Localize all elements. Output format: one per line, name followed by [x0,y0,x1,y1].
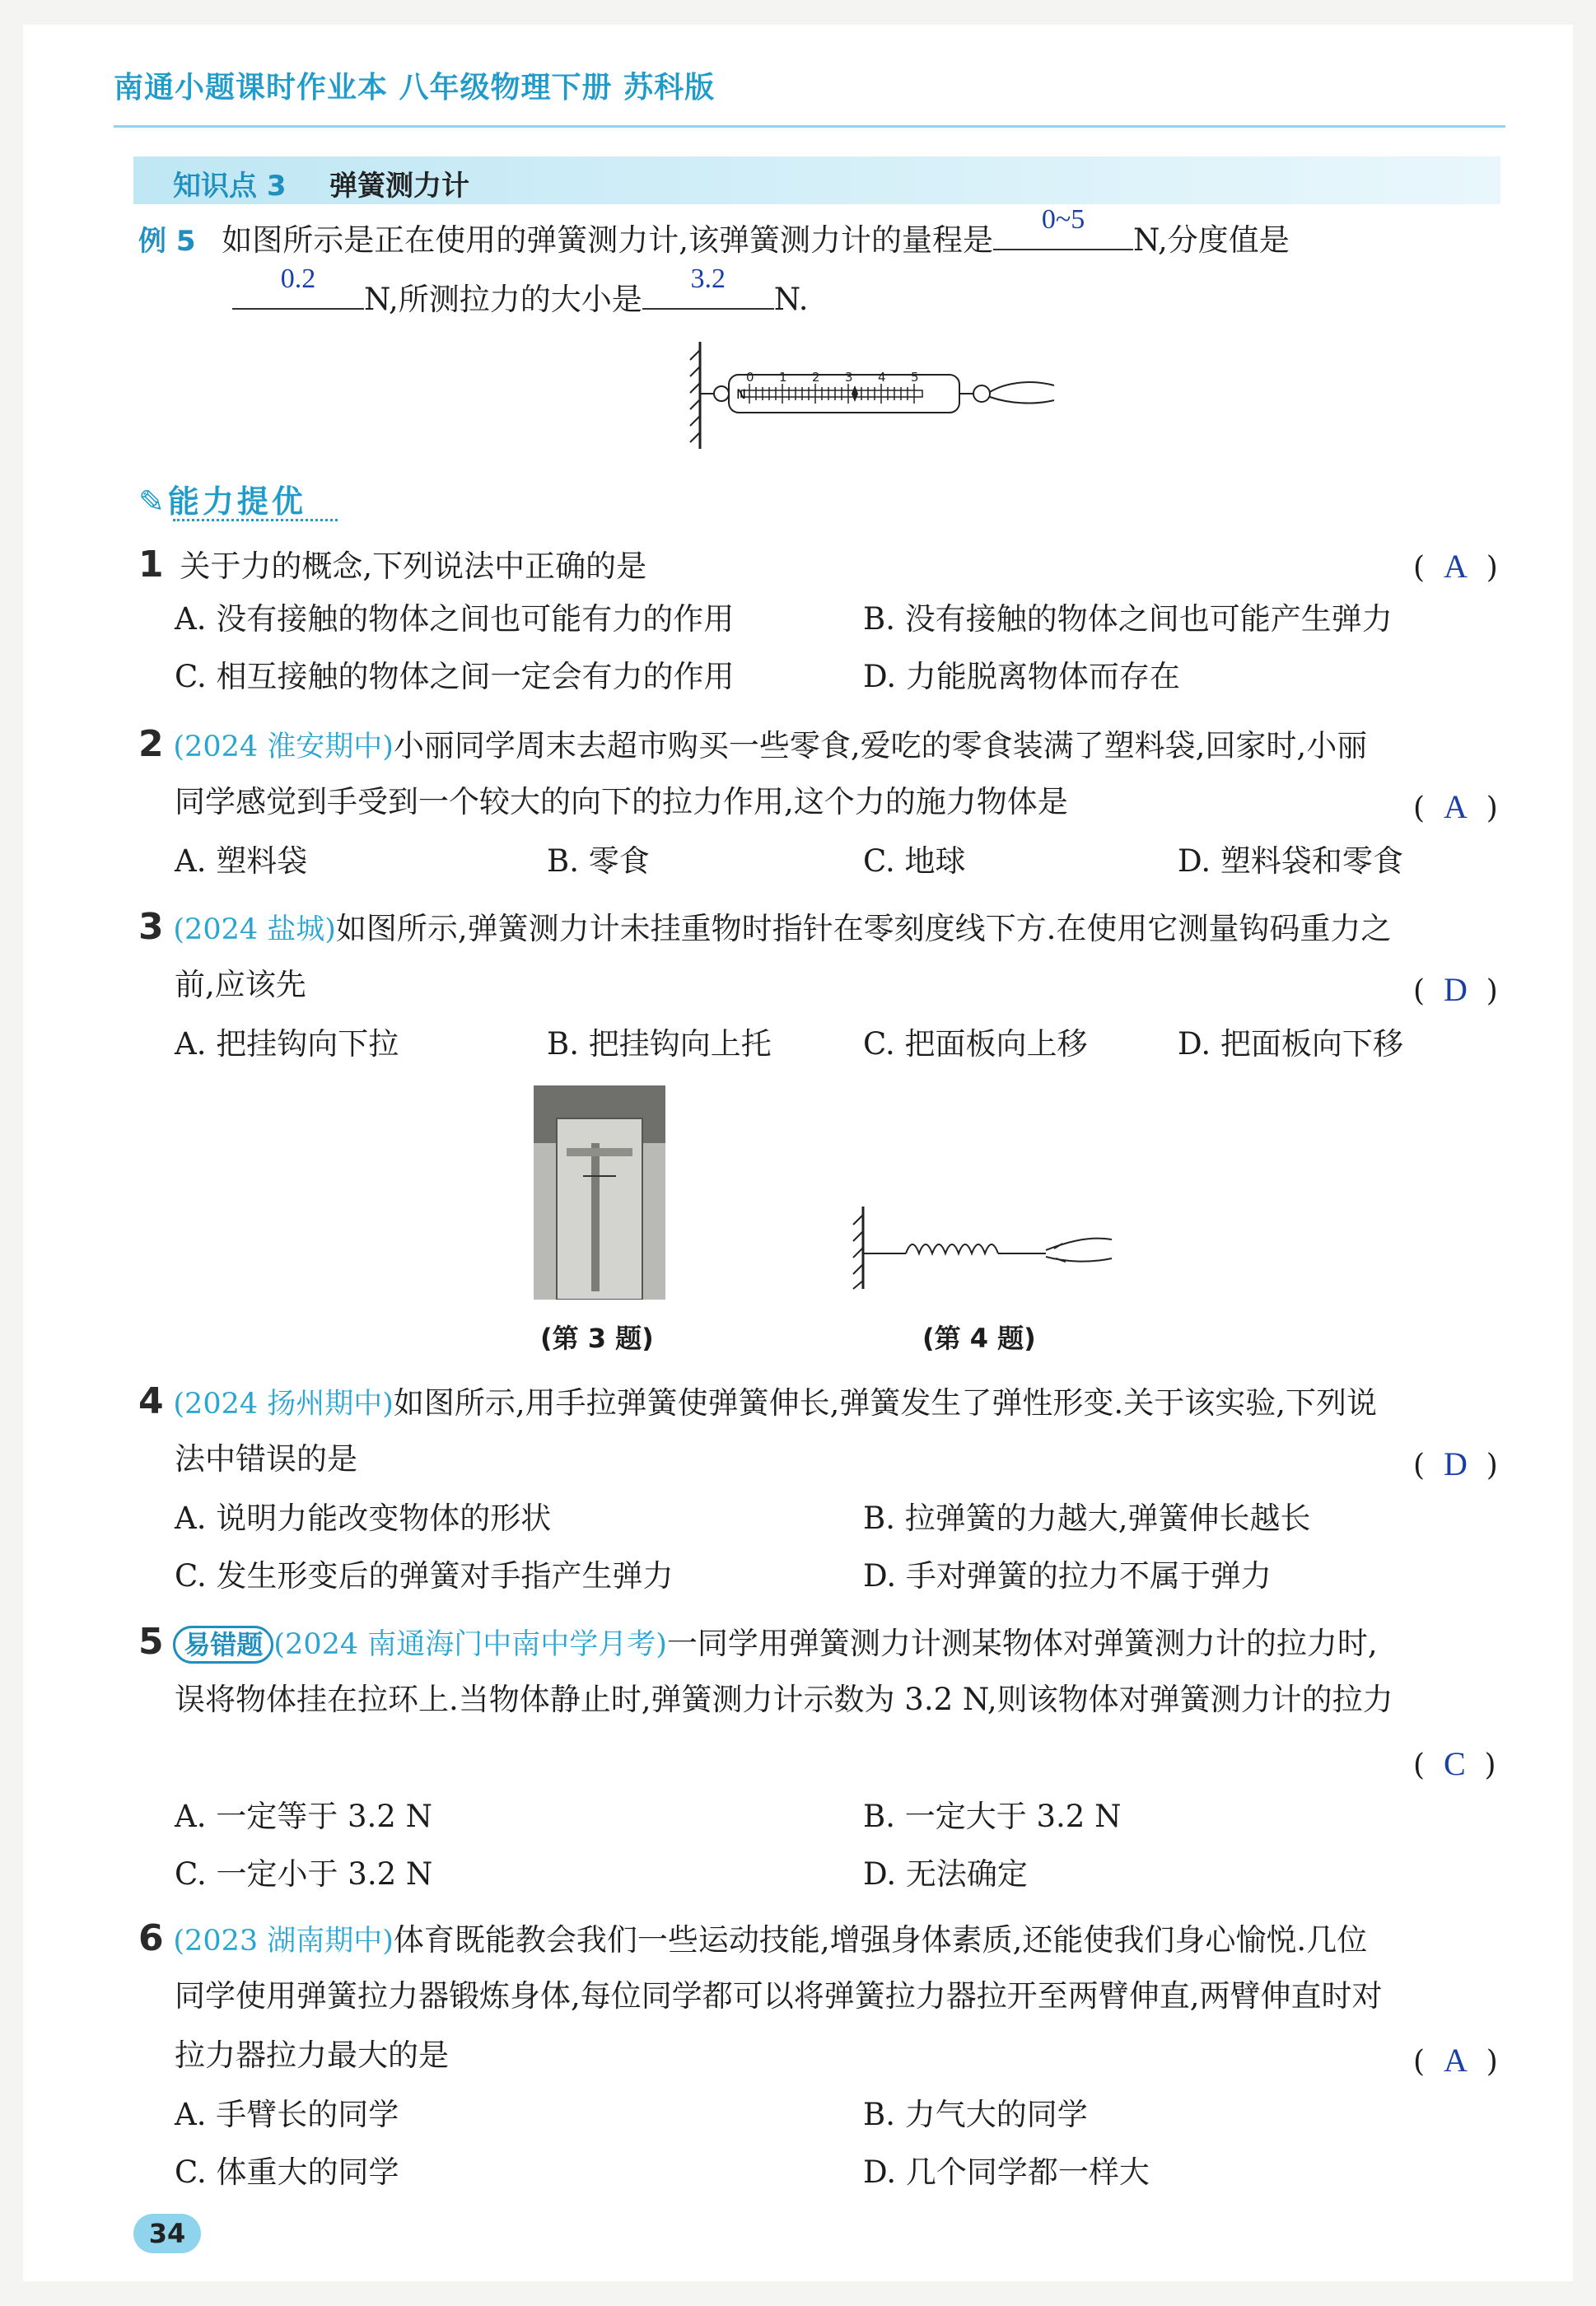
question-6-answer: ( A ) [1413,2042,1498,2079]
option: D. 把面板向下移 [1178,1026,1403,1062]
figure-4-caption: (第 4 题) [922,1323,1036,1354]
option: D. 无法确定 [863,1856,1028,1892]
scale-tick-label: 0 [746,370,754,385]
section-underline [173,519,338,521]
page-number: 34 [133,2214,201,2253]
spring-icon [906,1244,998,1253]
question-3-answer: ( D ) [1413,971,1498,1008]
knowledge-point-label: 知识点 3 [173,170,287,203]
option: C. 一定小于 3.2 N [175,1856,433,1892]
option: D. 几个同学都一样大 [863,2154,1150,2190]
question-5-answer: ( C ) [1413,1745,1496,1782]
example-5-line1: 例 5 如图所示是正在使用的弹簧测力计,该弹簧测力计的量程是 0~5 N,分度值是 [138,204,1290,258]
scale-tick-label: 5 [911,370,919,385]
question-6-stem-line2: 同学使用弹簧拉力器锻炼身体,每位同学都可以将弹簧拉力器拉开至两臂伸直,两臂伸直时对 [175,1978,1383,2014]
pencil-icon: ✎ [138,483,168,520]
option: D. 力能脱离物体而存在 [863,659,1180,694]
blank-force [642,264,774,310]
hand-icon [990,382,1054,403]
question-1-answer: ( A ) [1413,548,1498,585]
option: C. 体重大的同学 [175,2154,399,2190]
option: A. 一定等于 3.2 N [175,1799,432,1834]
scale-tick-label: 2 [812,370,820,385]
answer-force: 3.2 [690,264,726,295]
section-title: ✎能力提优 [138,483,306,520]
question-5-stem-line2: 误将物体挂在拉环上.当物体静止时,弹簧测力计示数为 3.2 N,则该物体对弹簧测力计的拉力 [175,1682,1393,1717]
spring-hand-figure [848,1202,1120,1293]
option: B. 零食 [547,843,650,879]
option: D. 塑料袋和零食 [1178,843,1403,879]
question-6-stem-line1: 6 (2023 湖南期中)体育既能教会我们一些运动技能,增强身体素质,还能使我们身心愉悦.几位 [138,1917,1368,1959]
option: B. 拉弹簧的力越大,弹簧伸长越长 [863,1501,1311,1536]
option: A. 没有接触的物体之间也可能有力的作用 [175,601,735,637]
figure-3-caption: (第 3 题) [540,1323,654,1354]
question-3-stem-line1: 3 (2024 盐城)如图所示,弹簧测力计未挂重物时指针在零刻度线下方.在使用它测量钩码重力之 [138,906,1392,948]
answer-range: 0~5 [1041,204,1085,236]
question-1-stem: 1 关于力的概念,下列说法中正确的是 [138,544,647,586]
question-4-stem-line1: 4 (2024 扬州期中)如图所示,用手拉弹簧使弹簧伸长,弹簧发生了弹性形变.关于该实验,下列说 [138,1380,1377,1422]
scale-tick-label: 4 [878,370,886,385]
option: A. 塑料袋 [175,843,308,879]
example-tag: 例 5 [138,225,196,258]
question-4-answer: ( D ) [1413,1445,1498,1482]
scale-tick-label: 1 [779,370,787,385]
option: C. 相互接触的物体之间一定会有力的作用 [175,659,735,694]
scale-tick-label: 3 [845,370,853,385]
option: A. 把挂钩向下拉 [175,1026,399,1062]
hand-icon [1046,1239,1112,1262]
header-divider [114,125,1505,128]
option: D. 手对弹簧的拉力不属于弹力 [863,1558,1272,1594]
spring-scale-photo-figure [534,1085,665,1300]
header-title: 南通小题课时作业本 八年级物理下册 苏科版 [114,71,716,105]
question-3-stem-line2: 前,应该先 [175,967,306,1002]
error-prone-badge: 易错题 [173,1626,273,1664]
option: C. 发生形变后的弹簧对手指产生弹力 [175,1558,674,1594]
option: B. 没有接触的物体之间也可能产生弹力 [863,601,1393,637]
question-2-stem-line2: 同学感觉到手受到一个较大的向下的拉力作用,这个力的施力物体是 [175,784,1068,819]
option: B. 力气大的同学 [863,2097,1088,2132]
question-4-stem-line2: 法中错误的是 [175,1441,357,1477]
question-5-stem-line1: 5 易错题 (2024 南通海门中南中学月考)一同学用弹簧测力计测某物体对弹簧测力计的拉力时, [138,1621,1378,1663]
option: B. 把挂钩向上托 [547,1026,772,1062]
option: B. 一定大于 3.2 N [863,1799,1122,1834]
blank-division [232,264,364,310]
answer-division: 0.2 [280,264,316,295]
option: C. 地球 [863,843,966,879]
option: A. 说明力能改变物体的形状 [175,1501,552,1536]
option: A. 手臂长的同学 [175,2097,399,2132]
example-5-line2: 0.2 N,所测拉力的大小是 3.2 N. [232,275,809,318]
knowledge-point-title: 弹簧测力计 [329,170,469,203]
question-6-stem-line3: 拉力器拉力最大的是 [175,2038,449,2073]
option: C. 把面板向上移 [863,1026,1088,1062]
question-2-stem-line1: 2 (2024 淮安期中)小丽同学周末去超市购买一些零食,爱吃的零食装满了塑料袋,回家时,小丽 [138,723,1368,765]
question-2-answer: ( A ) [1413,788,1498,825]
spring-scale-horizontal-figure [684,338,1062,453]
blank-range [993,204,1133,250]
scale-unit-label: N [736,386,746,402]
